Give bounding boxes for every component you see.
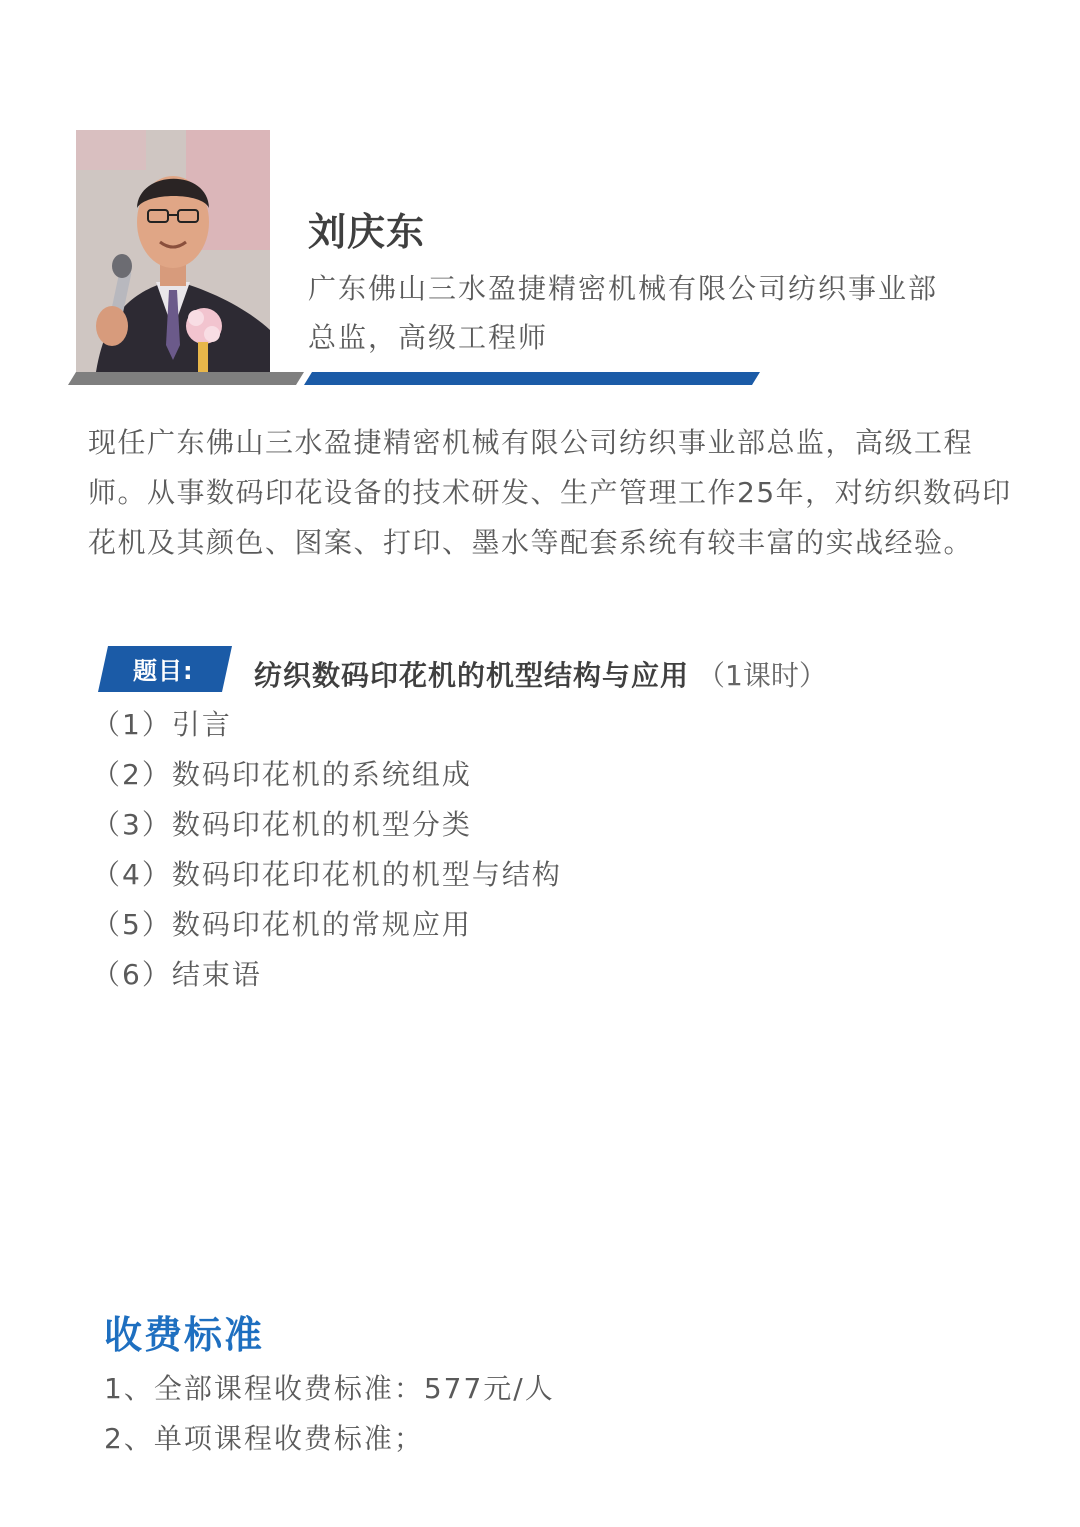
- outline-item: （3）数码印花机的机型分类: [92, 808, 472, 841]
- speaker-title-line-1: 广东佛山三水盈捷精密机械有限公司纺织事业部: [308, 272, 939, 305]
- speaker-name: 刘庆东: [308, 210, 426, 254]
- divider-bar-grey: [68, 372, 304, 385]
- outline-item: （5）数码印花机的常规应用: [92, 908, 472, 941]
- topic-title: [254, 654, 827, 694]
- course-outline: [92, 700, 562, 1000]
- fee-item: 2、单项课程收费标准；: [104, 1422, 424, 1455]
- outline-item: （1）引言: [92, 708, 232, 741]
- outline-item: （2）数码印花机的系统组成: [92, 758, 472, 791]
- topic-title-text: 纺织数码印花机的机型结构与应用: [254, 659, 690, 692]
- divider-bar-blue: [304, 372, 760, 385]
- outline-item: （4）数码印花印花机的机型与结构: [92, 858, 562, 891]
- fee-list: [104, 1364, 555, 1464]
- speaker-title-line-2: 总监，高级工程师: [308, 321, 549, 354]
- fee-item: 1、全部课程收费标准：577元/人: [104, 1372, 555, 1405]
- speaker-bio: 现任广东佛山三水盈捷精密机械有限公司纺织事业部总监，高级工程师。从事数码印花设备的技术研发、生产管理工作25年，对纺织数码印花机及其颜色、图案、打印、墨水等配套系统有较丰富的实战经验。: [88, 426, 1012, 559]
- outline-item: （6）结束语: [92, 958, 262, 991]
- topic-tag-label: 题目:: [133, 657, 194, 685]
- topic-hours: （1课时）: [697, 659, 827, 692]
- speaker-photo: [76, 130, 270, 372]
- fee-heading: 收费标准: [104, 1313, 265, 1357]
